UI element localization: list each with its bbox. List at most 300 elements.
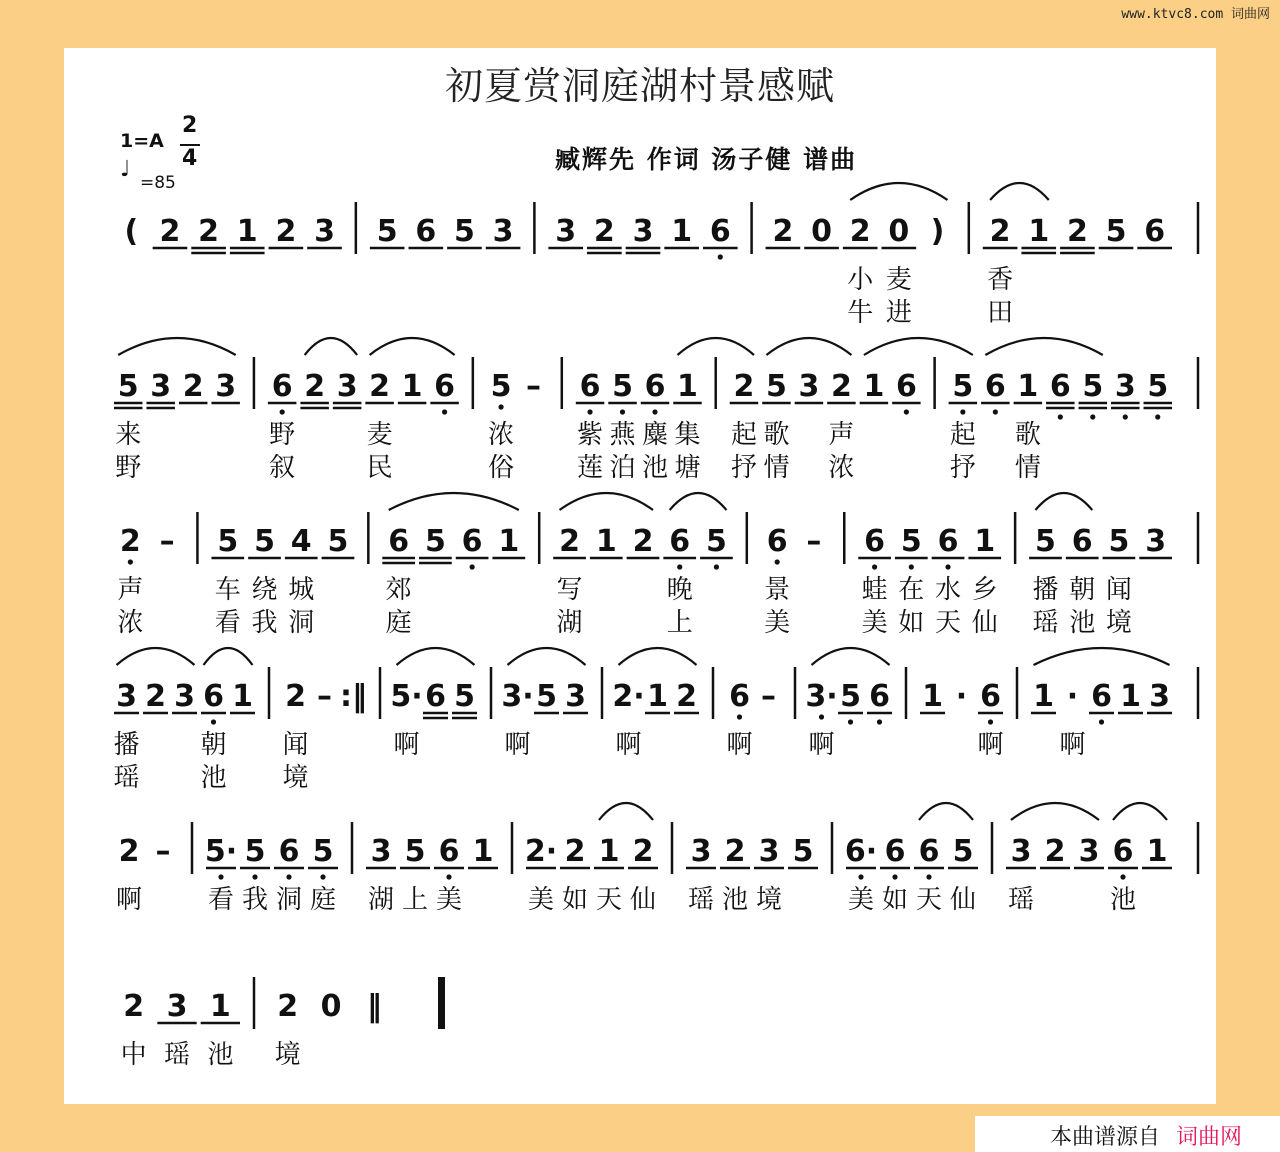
octave-dot xyxy=(988,719,993,724)
note: 5 xyxy=(1082,369,1104,404)
lyric-char: 闻 xyxy=(282,730,309,760)
note: 6 xyxy=(203,679,224,714)
slur xyxy=(599,803,653,820)
note: 3 xyxy=(492,214,514,249)
lyric-char: 我 xyxy=(241,885,269,915)
lyric-char: 美 xyxy=(527,885,555,915)
note: 6 xyxy=(425,679,446,714)
slur xyxy=(864,338,973,355)
lyric-char: 小 xyxy=(847,265,874,295)
note: 2 xyxy=(733,369,755,404)
song-title: 初夏赏洞庭湖村景感赋 xyxy=(444,64,835,108)
footer-source-label: 本曲谱源自 xyxy=(1050,1124,1161,1149)
note: 2 xyxy=(676,679,697,714)
lyric-char: 在 xyxy=(898,575,925,605)
lyric-char: 看 xyxy=(207,885,235,915)
note: 1 xyxy=(1146,834,1168,869)
note: 5 xyxy=(840,679,861,714)
lyric-char: 燕 xyxy=(609,420,636,450)
lyric-char: 水 xyxy=(935,575,962,605)
octave-dot xyxy=(498,404,503,409)
note: 5 xyxy=(952,369,974,404)
note: 6 xyxy=(709,214,731,249)
score-symbol: ‖ xyxy=(366,989,382,1024)
lyric-char: 天 xyxy=(915,885,943,915)
footer-brand-link[interactable]: 词曲网 xyxy=(1176,1124,1243,1149)
octave-dot xyxy=(718,254,723,259)
note: 3 xyxy=(1149,679,1170,714)
slur xyxy=(990,183,1049,200)
note: 6 xyxy=(729,679,750,714)
octave-dot xyxy=(128,559,133,564)
lyric-char: 池 xyxy=(721,885,749,915)
note: 1 xyxy=(598,834,620,869)
slur xyxy=(560,493,653,510)
note: 2 xyxy=(632,524,654,559)
key-signature: 1=A xyxy=(120,130,164,152)
footer-credit xyxy=(1050,1120,1242,1151)
octave-dot xyxy=(892,874,897,879)
slur xyxy=(985,338,1102,355)
lyric-char: 浓 xyxy=(488,420,515,450)
octave-dot xyxy=(446,874,451,879)
lyric-char: 仙 xyxy=(971,608,998,638)
note: 2 xyxy=(1066,214,1088,249)
lyric-char: 中 xyxy=(120,1040,147,1070)
note: 6 xyxy=(644,369,666,404)
lyric-char: 蛙 xyxy=(861,575,888,605)
note: 6 xyxy=(388,524,410,559)
note: 2 xyxy=(119,524,141,559)
lyric-char: 境 xyxy=(755,885,783,915)
note: 2 xyxy=(369,369,391,404)
octave-dot xyxy=(858,874,863,879)
note: 2· xyxy=(612,679,645,714)
note: 2 xyxy=(304,369,326,404)
slur xyxy=(508,648,586,665)
note: 2 xyxy=(559,524,580,559)
lyric-char: 叙 xyxy=(269,453,296,483)
note: 6 xyxy=(1071,524,1093,559)
lyric-char: 麦 xyxy=(885,265,912,295)
lyric-char: 麦 xyxy=(366,420,393,450)
note: 3 xyxy=(1145,524,1167,559)
lyric-char: 景 xyxy=(764,575,791,605)
slur xyxy=(204,648,253,665)
score-symbol: ) xyxy=(930,214,945,249)
lyric-char: 如 xyxy=(898,608,925,638)
tempo-marking: =85 xyxy=(140,173,176,193)
note: 1 xyxy=(232,679,253,714)
slur xyxy=(370,338,455,355)
score-symbol: ( xyxy=(124,214,139,249)
note: 6 xyxy=(980,679,1001,714)
note: 6 xyxy=(438,834,460,869)
octave-dot xyxy=(442,409,447,414)
note: 1 xyxy=(1028,214,1050,249)
note: 3 xyxy=(690,834,712,869)
lyric-char: 歌 xyxy=(763,420,790,450)
note: 3 xyxy=(1078,834,1100,869)
note: 5 xyxy=(490,369,512,404)
lyric-char: 仙 xyxy=(629,885,657,915)
slur xyxy=(677,338,753,355)
lyric-char: 湖 xyxy=(367,885,395,915)
note: 6 xyxy=(895,369,917,404)
lyric-char: 境 xyxy=(282,763,309,793)
lyric-char: 美 xyxy=(435,885,463,915)
note: 2· xyxy=(524,834,558,869)
note: 3 xyxy=(565,679,586,714)
note: 2 xyxy=(564,834,586,869)
lyric-char: 朝 xyxy=(200,730,227,760)
note: 3 xyxy=(336,369,358,404)
lyric-char: 瑶 xyxy=(1007,885,1035,915)
lyric-char: 啊 xyxy=(977,730,1004,760)
lyric-char: 啊 xyxy=(808,730,835,760)
slur xyxy=(117,648,195,665)
note: 6 xyxy=(1144,214,1166,249)
note: 0 xyxy=(811,214,832,249)
lyric-char: 啊 xyxy=(1059,730,1086,760)
note: 2 xyxy=(830,369,852,404)
note: 2 xyxy=(198,214,220,249)
lyric-char: 啊 xyxy=(726,730,753,760)
octave-dot xyxy=(320,874,325,879)
lyric-char: 车 xyxy=(214,575,241,605)
note: 6 xyxy=(579,369,601,404)
note: 5 xyxy=(244,834,266,869)
lyric-char: 上 xyxy=(666,608,693,638)
lyric-char: 情 xyxy=(763,453,790,483)
octave-dot xyxy=(848,719,853,724)
slur xyxy=(305,338,357,355)
note: 2 xyxy=(1044,834,1066,869)
note: 2 xyxy=(182,369,204,404)
note: 3 xyxy=(555,214,577,249)
lyric-char: 庭 xyxy=(309,885,337,915)
final-barline xyxy=(438,977,445,1029)
note: 1 xyxy=(595,524,617,559)
slur xyxy=(670,493,727,510)
note: 5 xyxy=(254,524,275,559)
score-symbol: – xyxy=(806,524,822,559)
note: 5 xyxy=(404,834,426,869)
slur xyxy=(619,648,697,665)
octave-dot xyxy=(714,564,719,569)
note: 5 xyxy=(766,369,787,404)
note: 1 xyxy=(863,369,885,404)
note: 1 xyxy=(974,524,996,559)
lyric-char: 美 xyxy=(764,608,791,638)
note: 6 xyxy=(669,524,691,559)
lyric-char: 起 xyxy=(730,420,757,450)
note: 6 xyxy=(869,679,890,714)
note: 3 xyxy=(632,214,654,249)
note: 5 xyxy=(536,679,557,714)
note: 6 xyxy=(918,834,940,869)
lyric-char: 来 xyxy=(115,420,142,450)
note: 5 xyxy=(1105,214,1127,249)
octave-dot xyxy=(775,559,780,564)
lyric-char: 瑶 xyxy=(163,1040,191,1070)
lyric-char: 田 xyxy=(987,298,1014,328)
lyric-char: 瑶 xyxy=(687,885,715,915)
note: 1 xyxy=(1017,369,1039,404)
octave-dot xyxy=(1123,414,1128,419)
slur xyxy=(1035,493,1092,510)
lyric-char: 庭 xyxy=(385,608,412,638)
octave-dot xyxy=(737,714,742,719)
octave-dot xyxy=(1120,874,1125,879)
note: 1 xyxy=(922,679,943,714)
note: 5 xyxy=(792,834,814,869)
note: 6· xyxy=(844,834,878,869)
note: 6 xyxy=(271,369,293,404)
note: 1 xyxy=(677,369,698,404)
note: 5· xyxy=(390,679,423,714)
note: 3 xyxy=(758,834,780,869)
note: 6 xyxy=(1091,679,1112,714)
note: 2 xyxy=(849,214,871,249)
slur xyxy=(812,648,890,665)
octave-dot xyxy=(620,409,625,414)
lyric-char: 集 xyxy=(674,420,701,450)
lyric-char: 看 xyxy=(214,608,241,638)
slur xyxy=(397,648,475,665)
lyric-char: 天 xyxy=(935,608,962,638)
note: 3 xyxy=(370,834,392,869)
note: 2 xyxy=(772,214,794,249)
lyric-char: 起 xyxy=(949,420,976,450)
lyric-char: 仙 xyxy=(949,885,977,915)
lyric-char: 泊 xyxy=(609,453,636,483)
octave-dot xyxy=(252,874,257,879)
lyric-char: 啊 xyxy=(393,730,420,760)
note: 3 xyxy=(215,369,237,404)
lyric-char: 啊 xyxy=(504,730,531,760)
octave-dot xyxy=(587,409,592,414)
octave-dot xyxy=(877,719,882,724)
lyric-char: 野 xyxy=(269,420,296,450)
score-symbol: – xyxy=(155,834,171,869)
lyric-char: 境 xyxy=(274,1040,301,1070)
note: 2 xyxy=(277,989,299,1024)
lyric-char: 洞 xyxy=(288,608,315,638)
octave-dot xyxy=(909,564,914,569)
note: 1 xyxy=(498,524,520,559)
octave-dot xyxy=(286,874,291,879)
note: 5 xyxy=(117,369,139,404)
octave-dot xyxy=(945,564,950,569)
octave-dot xyxy=(904,409,909,414)
note: 3· xyxy=(501,679,534,714)
note: 2 xyxy=(593,214,615,249)
lyric-char: 美 xyxy=(861,608,888,638)
time-signature-denominator: 4 xyxy=(182,146,198,171)
note: 4 xyxy=(290,524,312,559)
note: 6 xyxy=(1112,834,1134,869)
score-symbol: :‖ xyxy=(340,679,367,714)
note: 6 xyxy=(278,834,300,869)
note: 2 xyxy=(275,214,297,249)
octave-dot xyxy=(872,564,877,569)
note: 5 xyxy=(454,214,475,249)
note: 2 xyxy=(632,834,654,869)
lyric-char: 浓 xyxy=(828,453,855,483)
site-watermark: www.ktvc8.com 词曲网 xyxy=(1121,7,1270,22)
note: 5 xyxy=(900,524,922,559)
note: 6 xyxy=(1049,369,1071,404)
lyric-char: 紫 xyxy=(577,420,604,450)
lyric-char: 乡 xyxy=(971,575,998,605)
lyric-char: 牛 xyxy=(847,298,874,328)
octave-dot xyxy=(677,564,682,569)
note: 2 xyxy=(285,679,306,714)
note: 6 xyxy=(461,524,483,559)
note: 5 xyxy=(706,524,727,559)
note: 2 xyxy=(118,834,140,869)
time-signature-numerator: 2 xyxy=(182,113,198,138)
lyric-char: 啊 xyxy=(115,885,143,915)
note: 1 xyxy=(647,679,668,714)
octave-dot xyxy=(819,714,824,719)
note: 6 xyxy=(864,524,886,559)
octave-dot xyxy=(280,409,285,414)
note: 3 xyxy=(314,214,335,249)
lyric-char: 郊 xyxy=(385,575,412,605)
lyric-char: 城 xyxy=(288,575,315,605)
note: 6 xyxy=(415,214,437,249)
lyric-char: 播 xyxy=(1032,575,1059,605)
lyric-char: 池 xyxy=(641,453,669,483)
slur xyxy=(389,493,519,510)
lyric-char: 情 xyxy=(1014,453,1041,483)
note: 1 xyxy=(401,369,423,404)
octave-dot xyxy=(1155,414,1160,419)
lyric-char: 抒 xyxy=(730,453,757,483)
lyric-char: 啊 xyxy=(615,730,642,760)
lyric-char: 俗 xyxy=(488,453,515,483)
note: 6 xyxy=(434,369,456,404)
score-symbol: – xyxy=(159,524,175,559)
note: 3 xyxy=(166,989,188,1024)
note: 1 xyxy=(236,214,258,249)
octave-dot xyxy=(1090,414,1095,419)
lyric-char: 浓 xyxy=(117,608,144,638)
note: 5 xyxy=(327,524,349,559)
note: 2 xyxy=(724,834,746,869)
note: 5 xyxy=(312,834,334,869)
lyric-char: 晚 xyxy=(666,575,693,605)
note: 5 xyxy=(952,834,974,869)
octave-dot xyxy=(652,409,657,414)
score-symbol: · xyxy=(1066,679,1079,714)
lyric-char: 如 xyxy=(561,885,589,915)
note: 2 xyxy=(159,214,181,249)
note: 0 xyxy=(888,214,910,249)
lyric-char: 野 xyxy=(115,453,142,483)
note: 2 xyxy=(145,679,166,714)
note: 6 xyxy=(937,524,959,559)
slur xyxy=(766,338,851,355)
note: 1 xyxy=(1120,679,1141,714)
lyric-char: 池 xyxy=(200,763,227,793)
lyric-char: 麋 xyxy=(641,420,669,450)
note: 6 xyxy=(766,524,788,559)
lyric-char: 上 xyxy=(401,885,429,915)
slur xyxy=(1011,803,1099,820)
note: 5 xyxy=(1147,369,1169,404)
note: 0 xyxy=(320,989,342,1024)
score-symbol: · xyxy=(955,679,968,714)
lyric-char: 声 xyxy=(117,575,144,605)
lyric-char: 民 xyxy=(366,453,393,483)
lyric-char: 绕 xyxy=(251,575,278,605)
slur xyxy=(919,803,973,820)
note: 5 xyxy=(1035,524,1056,559)
note: 2 xyxy=(989,214,1011,249)
lyric-char: 池 xyxy=(207,1040,234,1070)
lyric-char: 抒 xyxy=(949,453,976,483)
lyric-char: 美 xyxy=(847,885,875,915)
lyric-char: 如 xyxy=(881,885,909,915)
lyric-char: 歌 xyxy=(1014,420,1041,450)
note: 5 xyxy=(217,524,239,559)
lyric-char: 香 xyxy=(987,265,1014,295)
lyric-char: 莲 xyxy=(577,453,604,483)
slur xyxy=(118,338,235,355)
octave-dot xyxy=(1058,414,1063,419)
song-credits: 臧辉先 作词 汤子健 谱曲 xyxy=(555,145,858,174)
lyric-char: 洞 xyxy=(275,885,303,915)
note: 5 xyxy=(376,214,398,249)
note: 3 xyxy=(150,369,172,404)
lyric-char: 天 xyxy=(595,885,623,915)
note: 1 xyxy=(1033,679,1054,714)
lyric-char: 瑶 xyxy=(113,763,140,793)
slur xyxy=(1034,648,1170,665)
octave-dot xyxy=(926,874,931,879)
lyric-char: 朝 xyxy=(1069,575,1096,605)
octave-dot xyxy=(1099,719,1104,724)
quarter-note-icon: ♩ xyxy=(120,157,131,182)
octave-dot xyxy=(960,409,965,414)
slur xyxy=(850,183,947,200)
lyric-char: 境 xyxy=(1105,608,1132,638)
note: 1 xyxy=(209,989,231,1024)
lyric-char: 池 xyxy=(1109,885,1137,915)
note: 3 xyxy=(174,679,195,714)
lyric-char: 播 xyxy=(113,730,140,760)
lyric-char: 进 xyxy=(885,298,912,328)
lyric-char: 我 xyxy=(251,608,278,638)
score-symbol: – xyxy=(526,369,542,404)
note: 3 xyxy=(798,369,820,404)
score-symbol: – xyxy=(761,679,776,714)
note: 1 xyxy=(671,214,693,249)
note: 5 xyxy=(612,369,633,404)
score-symbol: – xyxy=(317,679,332,714)
octave-dot xyxy=(470,564,475,569)
note: 6 xyxy=(884,834,906,869)
note: 3 xyxy=(1114,369,1136,404)
note: 1 xyxy=(472,834,494,869)
octave-dot xyxy=(218,874,223,879)
note: 5 xyxy=(1108,524,1130,559)
lyric-char: 池 xyxy=(1069,608,1096,638)
lyric-char: 写 xyxy=(556,575,583,605)
